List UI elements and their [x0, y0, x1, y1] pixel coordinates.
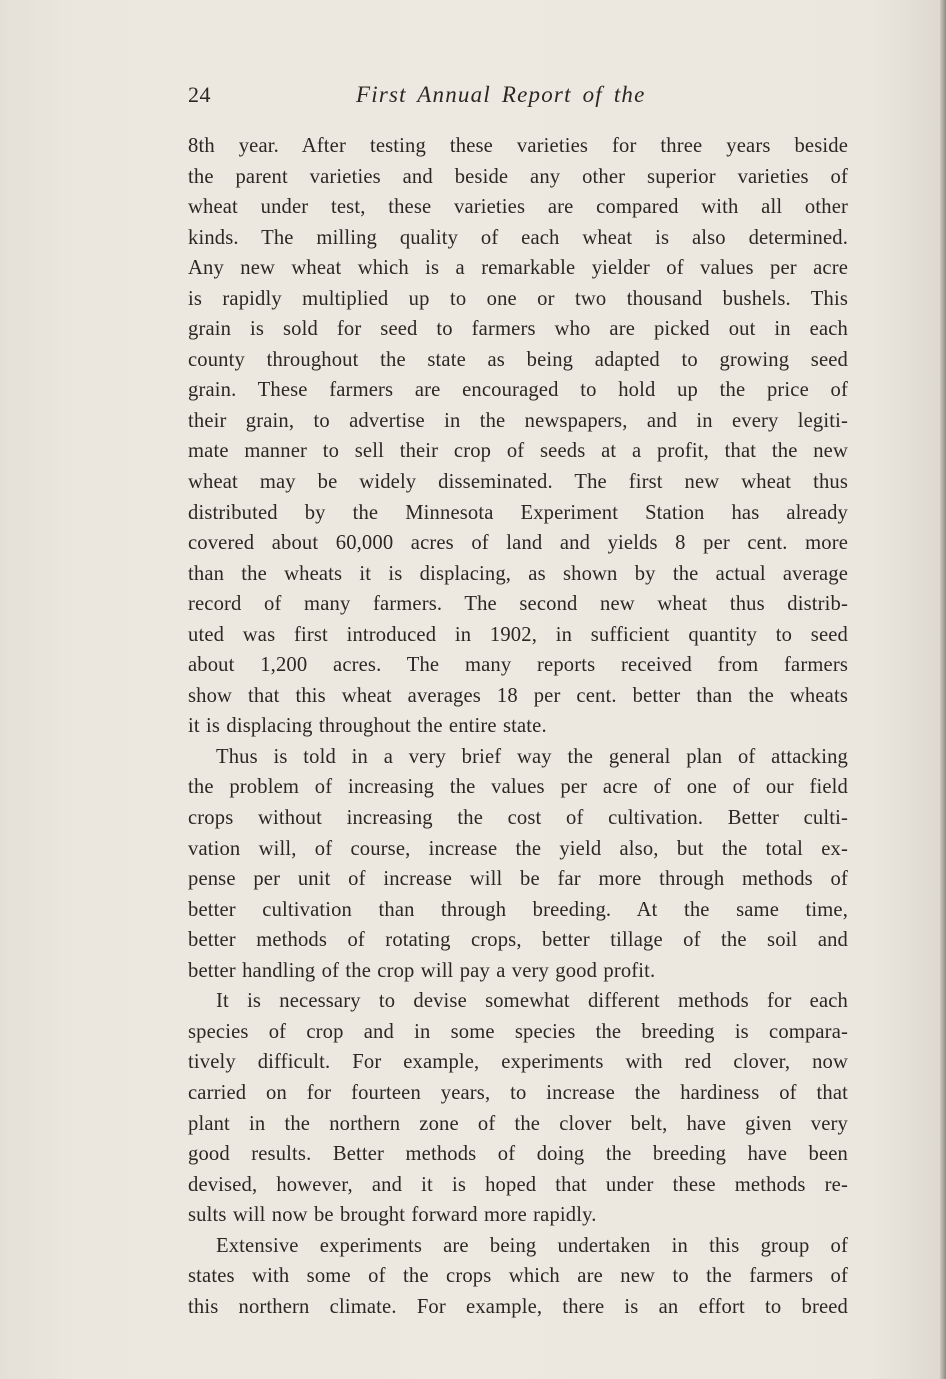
text-line: Thus is told in a very brief way the general plan of attacking [216, 745, 848, 768]
text-line: is rapidly multiplied up to one or two thousand bushels. This [188, 287, 848, 310]
text-line: it is displacing throughout the entire state. [188, 715, 547, 738]
text-line: better handling of the crop will pay a very good profit. [188, 959, 656, 982]
text-line: record of many farmers. The second new wheat thus distrib- [188, 593, 848, 616]
text-line: better cultivation than through breeding. At the same time, [188, 898, 848, 921]
text-line: distributed by the Minnesota Experiment Station has already [188, 501, 848, 524]
text-line: vation will, of course, increase the yield also, but the total ex- [188, 837, 848, 860]
text-line: crops without increasing the cost of cultivation. Better culti- [188, 807, 848, 830]
text-line: county throughout the state as being adapted to growing seed [188, 348, 848, 371]
text-line: wheat may be widely disseminated. The first new wheat thus [188, 471, 848, 494]
text-line: wheat under test, these varieties are compared with all other [188, 196, 848, 219]
text-line: grain is sold for seed to farmers who are picked out in each [188, 318, 848, 341]
text-line: Extensive experiments are being undertaken in this group of [216, 1234, 848, 1257]
text-line: kinds. The milling quality of each wheat is also determined. [188, 226, 848, 249]
text-line: carried on for fourteen years, to increase the hardiness of that [188, 1081, 848, 1104]
text-line: Any new wheat which is a remarkable yielder of values per acre [188, 257, 848, 280]
text-line: plant in the northern zone of the clover belt, have given very [188, 1112, 848, 1135]
body-text [188, 131, 848, 1322]
text-line: better methods of rotating crops, better tillage of the soil and [188, 929, 848, 952]
text-line: species of crop and in some species the breeding is compara- [188, 1020, 848, 1043]
page-number: 24 [188, 82, 211, 107]
text-line: pense per unit of increase will be far more through methods of [188, 868, 848, 891]
text-line: good results. Better methods of doing the breeding have been [188, 1143, 848, 1166]
text-line: than the wheats it is displacing, as shown by the actual average [188, 562, 848, 585]
text-line: 8th year. After testing these varieties for three years beside [188, 135, 848, 157]
text-line: the problem of increasing the values per acre of one of our field [188, 776, 848, 799]
page-header [188, 82, 848, 112]
text-line: states with some of the crops which are new to the farmers of [188, 1265, 848, 1288]
paragraph [188, 742, 848, 986]
paragraph [188, 986, 848, 1230]
text-line: covered about 60,000 acres of land and yields 8 per cent. more [188, 532, 848, 555]
paragraph [188, 131, 848, 742]
text-line: mate manner to sell their crop of seeds at a profit, that the new [188, 440, 848, 463]
page-edge-shadow [940, 0, 946, 1379]
paragraph [188, 1231, 848, 1323]
text-line: this northern climate. For example, there is an effort to breed [188, 1295, 848, 1318]
text-line: show that this wheat averages 18 per cent. better than the wheats [188, 684, 848, 707]
text-line: It is necessary to devise somewhat different methods for each [216, 990, 848, 1013]
text-line: grain. These farmers are encouraged to hold up the price of [188, 379, 848, 402]
text-line: sults will now be brought forward more rapidly. [188, 1204, 597, 1227]
text-line: devised, however, and it is hoped that under these methods re- [188, 1173, 848, 1196]
text-line: tively difficult. For example, experiments with red clover, now [188, 1051, 848, 1074]
text-line: uted was first introduced in 1902, in sufficient quantity to seed [188, 623, 848, 646]
text-line: the parent varieties and beside any other superior varieties of [188, 165, 848, 188]
text-line: their grain, to advertise in the newspapers, and in every legiti- [188, 409, 848, 432]
running-title: First Annual Report of the [356, 82, 646, 107]
text-line: about 1,200 acres. The many reports received from farmers [188, 654, 848, 677]
